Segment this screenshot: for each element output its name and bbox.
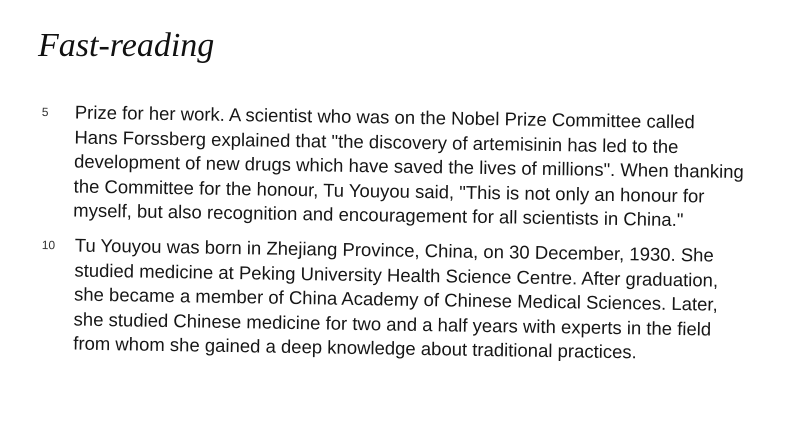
text-line: myself, but also recognition and encouragement for all scientists in China." bbox=[73, 199, 684, 231]
reading-passage bbox=[40, 100, 760, 362]
text-line: she studied Chinese medicine for two and a half years with experts in the field bbox=[73, 307, 712, 339]
text-line: development of new drugs which have saved the lives of millions". When thanking bbox=[73, 150, 744, 183]
text-line: Tu Youyou was born in Zhejiang Province, China, on 30 December, 1930. She bbox=[74, 234, 714, 266]
page-title: Fast-reading bbox=[38, 27, 215, 64]
paragraph bbox=[38, 100, 760, 234]
text-line: from whom she gained a deep knowledge about traditional practices. bbox=[73, 332, 637, 362]
text-line: the Committee for the honour, Tu Youyou said, "This is not only an honour for bbox=[73, 175, 705, 206]
text-line: Prize for her work. A scientist who was on the Nobel Prize Committee called bbox=[74, 101, 695, 133]
line-number: 10 bbox=[41, 237, 56, 252]
line-number: 5 bbox=[41, 105, 49, 120]
paragraph bbox=[38, 233, 760, 367]
text-line: studied medicine at Peking University Health Science Centre. After graduation, bbox=[74, 258, 719, 290]
text-line: Hans Forssberg explained that "the discovery of artemisinin has led to the bbox=[74, 126, 679, 157]
text-line: she became a member of China Academy of Chinese Medical Sciences. Later, bbox=[73, 283, 718, 315]
